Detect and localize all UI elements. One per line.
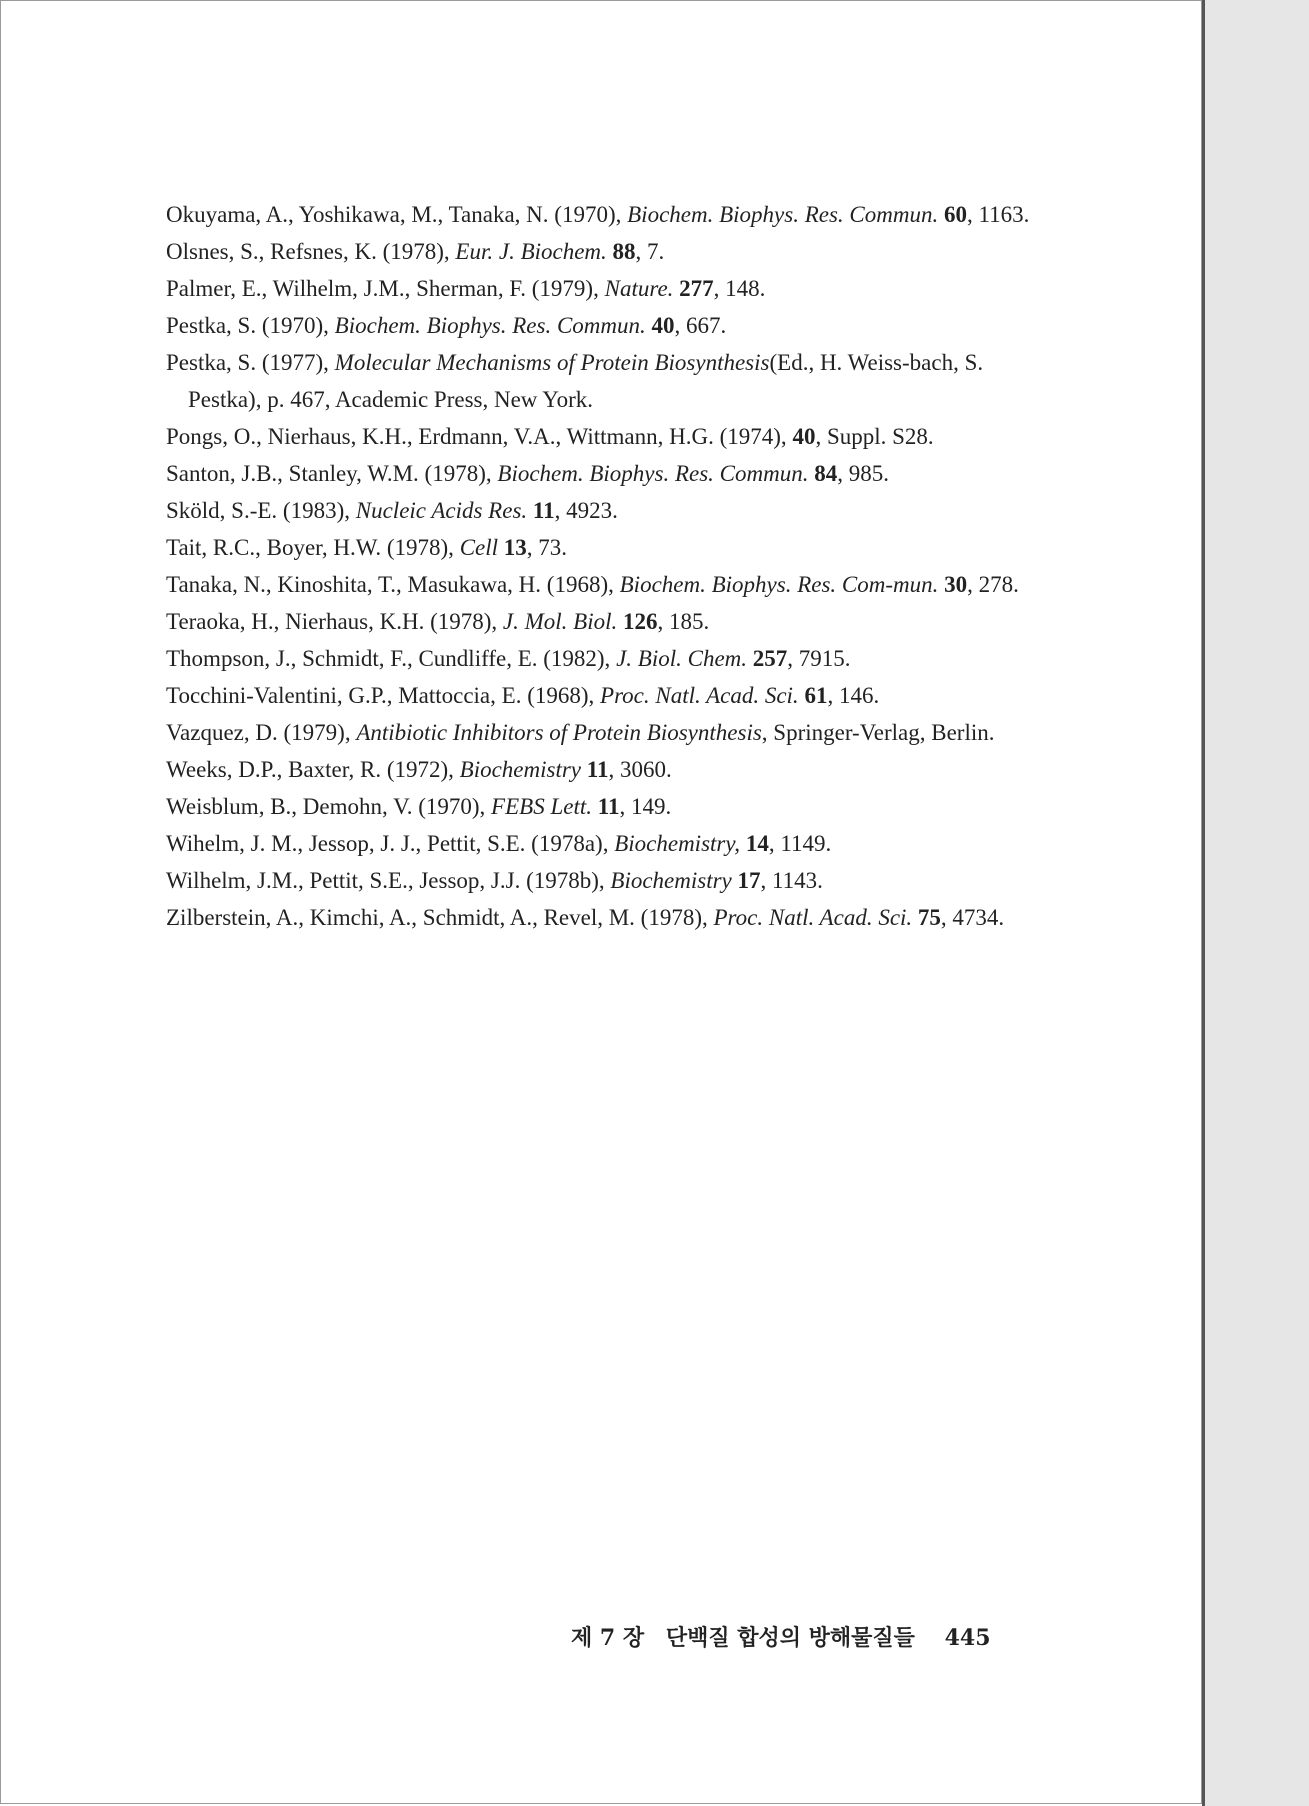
reference-pages: , 3060.: [608, 757, 672, 782]
reference-entry: [166, 677, 1041, 714]
reference-volume: 11: [597, 794, 620, 819]
reference-entry: [166, 566, 1041, 603]
page-number: 445: [944, 1625, 991, 1651]
reference-authors: Olsnes, S., Refsnes, K. (1978),: [166, 239, 456, 264]
reference-list: [166, 196, 1041, 936]
reference-journal: Biochemistry: [610, 868, 732, 893]
reference-authors: Okuyama, A., Yoshikawa, M., Tanaka, N. (1970),: [166, 202, 628, 227]
reference-volume: 75: [917, 905, 941, 930]
reference-authors: Sköld, S.-E. (1983),: [166, 498, 356, 523]
reference-authors: Wilhelm, J.M., Pettit, S.E., Jessop, J.J. (1978b),: [166, 868, 611, 893]
reference-journal: Eur. J. Biochem.: [455, 239, 607, 264]
reference-journal: J. Biol. Chem.: [616, 646, 748, 671]
reference-volume: 257: [752, 646, 788, 671]
reference-entry: [166, 492, 1041, 529]
reference-volume: 11: [586, 757, 609, 782]
reference-entry: [166, 455, 1041, 492]
reference-entry: [166, 233, 1041, 270]
reference-journal: Biochemistry: [459, 757, 581, 782]
reference-journal: Biochem. Biophys. Res. Commun.: [627, 202, 939, 227]
reference-volume: 84: [814, 461, 838, 486]
reference-authors: Thompson, J., Schmidt, F., Cundliffe, E. (1982),: [166, 646, 617, 671]
reference-pages: , 1149.: [768, 831, 832, 856]
reference-authors: Pongs, O., Nierhaus, K.H., Erdmann, V.A., Wittmann, H.G. (1974),: [166, 424, 793, 449]
reference-volume: 126: [623, 609, 658, 634]
reference-entry: [166, 862, 1041, 899]
reference-authors: Tanaka, N., Kinoshita, T., Masukawa, H. (1968),: [166, 572, 620, 597]
reference-entry: [166, 714, 1041, 751]
reference-journal: Proc. Natl. Acad. Sci.: [600, 683, 799, 708]
reference-authors: Wihelm, J. M., Jessop, J. J., Pettit, S.E. (1978a),: [166, 831, 615, 856]
reference-volume: 277: [679, 276, 714, 301]
reference-pages: , 7.: [635, 239, 665, 264]
reference-volume: 40: [651, 313, 675, 338]
reference-journal: Biochem. Biophys. Res. Com-mun.: [619, 572, 939, 597]
reference-authors: Tait, R.C., Boyer, H.W. (1978),: [166, 535, 460, 560]
reference-entry: [166, 603, 1041, 640]
reference-pages: , 667.: [674, 313, 727, 338]
reference-authors: Tocchini-Valentini, G.P., Mattoccia, E. (1968),: [166, 683, 601, 708]
reference-journal: Biochemistry,: [614, 831, 741, 856]
reference-journal: Proc. Natl. Acad. Sci.: [713, 905, 913, 930]
reference-details: , Springer-Verlag, Berlin.: [761, 720, 995, 745]
reference-pages: , 73.: [526, 535, 568, 560]
reference-journal: Biochem. Biophys. Res. Commun.: [497, 461, 809, 486]
reference-pages: , 146.: [827, 683, 880, 708]
reference-authors: Vazquez, D. (1979),: [166, 720, 357, 745]
reference-entry: [166, 307, 1041, 344]
reference-entry: [166, 418, 1041, 455]
reference-authors: Palmer, E., Wilhelm, J.M., Sherman, F. (1979),: [166, 276, 605, 301]
reference-volume: 30: [944, 572, 968, 597]
reference-entry: [166, 640, 1041, 677]
reference-entry: [166, 344, 1041, 418]
reference-book-title: Antibiotic Inhibitors of Protein Biosynthesis: [356, 720, 762, 745]
reference-pages: , 148.: [713, 276, 766, 301]
reference-pages: , 985.: [837, 461, 889, 486]
page-footer: [571, 1621, 1011, 1652]
reference-volume: 61: [804, 683, 828, 708]
reference-pages: , 4923.: [554, 498, 618, 523]
reference-pages: , 7915.: [787, 646, 851, 671]
reference-entry: [166, 529, 1041, 566]
reference-pages: , 1163.: [966, 202, 1030, 227]
reference-authors: Pestka, S. (1970),: [166, 313, 335, 338]
viewer-background: [1205, 0, 1309, 1806]
reference-entry: [166, 751, 1041, 788]
reference-pages: , 278.: [967, 572, 1019, 597]
reference-authors: Santon, J.B., Stanley, W.M. (1978),: [166, 461, 498, 486]
reference-pages: , 149.: [619, 794, 672, 819]
reference-journal: Nucleic Acids Res.: [355, 498, 528, 523]
reference-journal: FEBS Lett.: [491, 794, 592, 819]
reference-volume: 17: [737, 868, 761, 893]
reference-authors: Teraoka, H., Nierhaus, K.H. (1978),: [166, 609, 503, 634]
reference-pages: , 4734.: [940, 905, 1005, 930]
chapter-label: 제 7 장: [571, 1625, 645, 1651]
reference-volume: 40: [792, 424, 816, 449]
reference-entry: [166, 788, 1041, 825]
reference-pages: , Suppl. S28.: [815, 424, 934, 449]
reference-journal: Biochem. Biophys. Res. Commun.: [334, 313, 646, 338]
reference-authors: Zilberstein, A., Kimchi, A., Schmidt, A., Revel, M. (1978),: [166, 905, 714, 930]
reference-volume: 60: [943, 202, 967, 227]
reference-journal: Nature.: [604, 276, 674, 301]
reference-entry: [166, 899, 1041, 936]
reference-pages: , 185.: [657, 609, 710, 634]
reference-entry: [166, 825, 1041, 862]
reference-pages: , 1143.: [760, 868, 823, 893]
reference-volume: 14: [745, 831, 769, 856]
reference-book-title: Molecular Mechanisms of Protein Biosynthesis: [334, 350, 770, 375]
chapter-title: 단백질 합성의 방해물질들: [665, 1625, 915, 1651]
reference-volume: 13: [503, 535, 527, 560]
reference-volume: 88: [612, 239, 636, 264]
reference-journal: J. Mol. Biol.: [502, 609, 618, 634]
reference-entry: [166, 196, 1041, 233]
reference-details: (Ed., H. Weiss-bach, S. Pestka), p. 467, Academic Press, New York.: [188, 350, 984, 412]
reference-volume: 11: [532, 498, 555, 523]
reference-authors: Weeks, D.P., Baxter, R. (1972),: [166, 757, 460, 782]
reference-authors: Weisblum, B., Demohn, V. (1970),: [166, 794, 492, 819]
reference-entry: [166, 270, 1041, 307]
reference-authors: Pestka, S. (1977),: [166, 350, 335, 375]
reference-journal: Cell: [459, 535, 499, 560]
